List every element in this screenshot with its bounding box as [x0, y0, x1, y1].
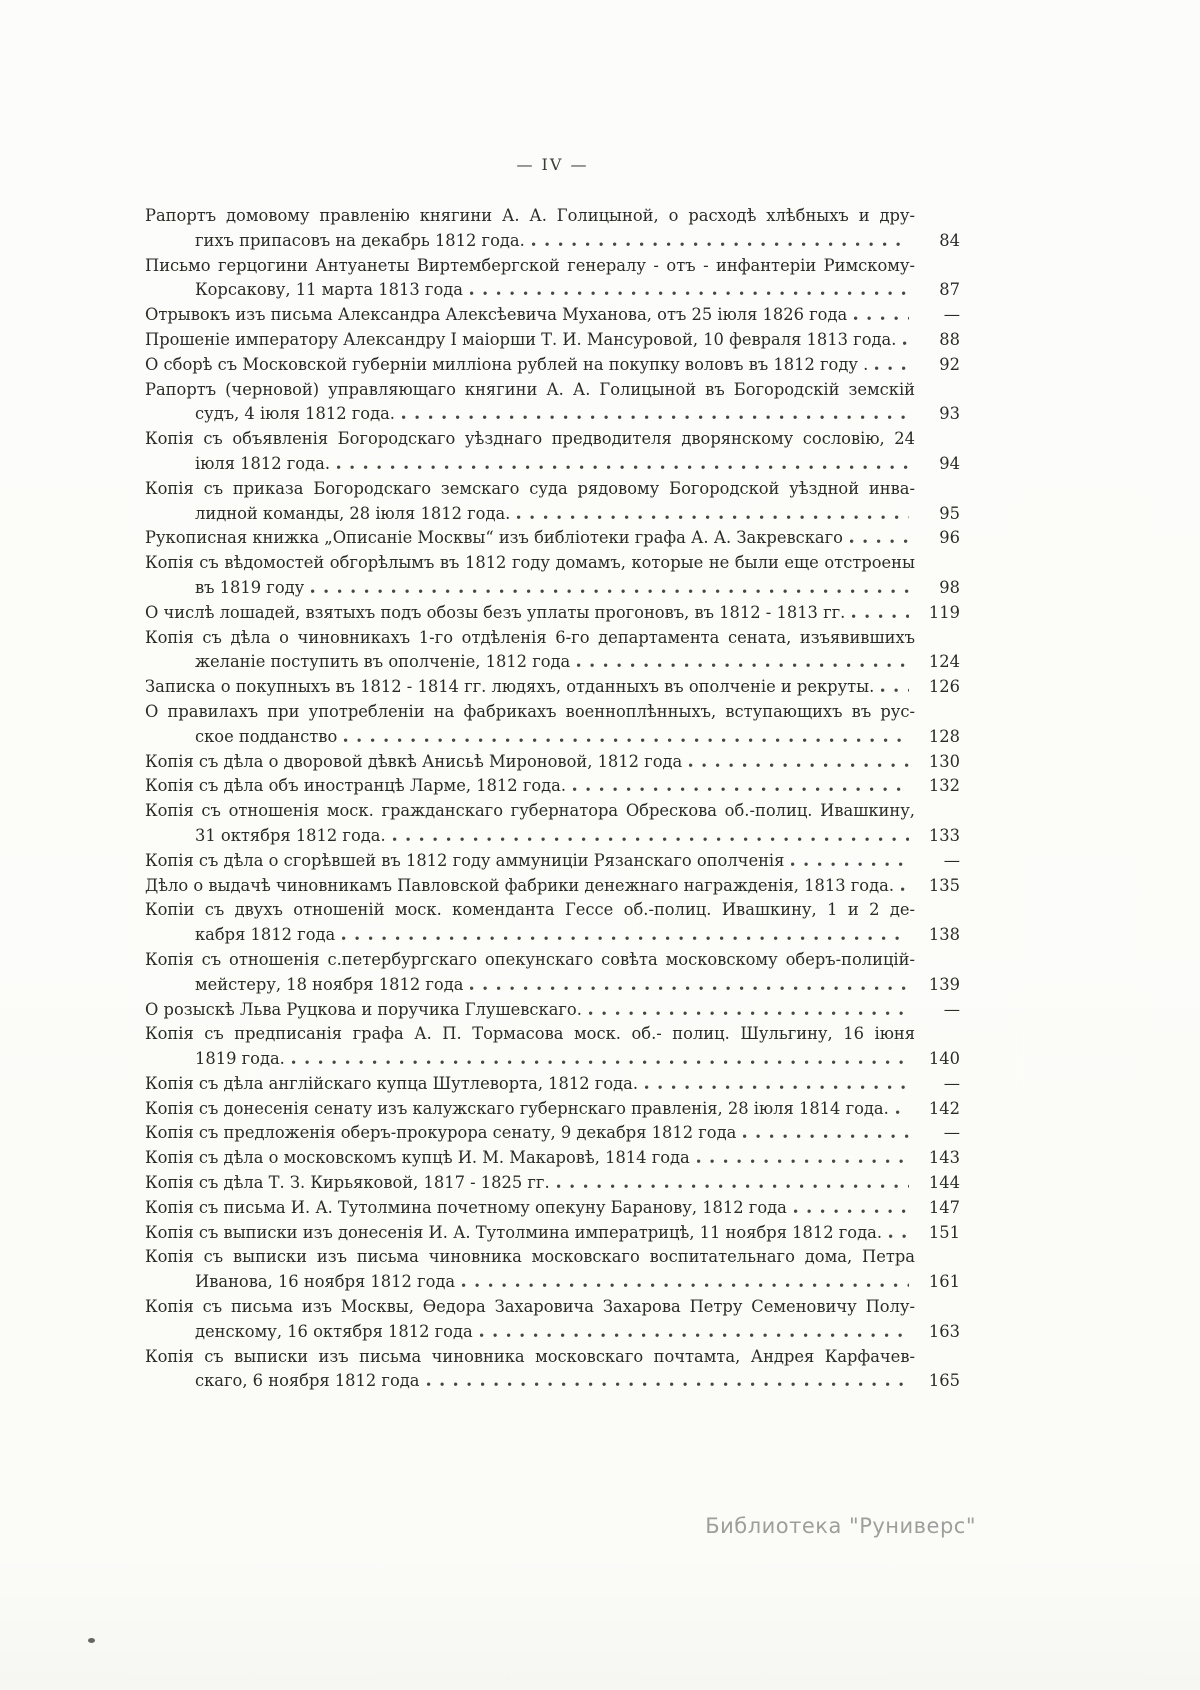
- dot-leader: [517, 515, 909, 519]
- entry-text: Копія съ письма И. А. Тутолмина почетному опекуну Баранову, 1812 года: [145, 1197, 787, 1217]
- entry-last-line: [145, 725, 960, 750]
- toc-entry: [145, 700, 960, 750]
- entry-last-line: [145, 1196, 960, 1221]
- toc-entry: [145, 1072, 960, 1097]
- entry-last-line: [145, 601, 960, 626]
- dot-leader: [337, 465, 909, 469]
- entry-page-number: 84: [939, 230, 960, 250]
- toc-entry: [145, 1097, 960, 1122]
- entry-page-number: 139: [928, 974, 960, 994]
- entry-text: Иванова, 16 ноября 1812 года: [195, 1272, 456, 1292]
- toc-entry: [145, 1295, 960, 1345]
- entry-text: кабря 1812 года: [195, 925, 336, 945]
- entry-last-line: [145, 973, 960, 998]
- toc-entry: [145, 1221, 960, 1246]
- dot-leader: [470, 291, 909, 295]
- entry-text-line: Копія съ объявленія Богородскаго уѣзднаго предводителя дворянскому сословію, 24: [145, 429, 915, 449]
- dot-leader: [577, 663, 909, 667]
- toc-entry: [145, 799, 960, 849]
- entry-text-line: Копія съ вѣдомостей обгорѣлымъ въ 1812 году домамъ, которые не были еще отстроены: [145, 553, 915, 573]
- entry-last-line: [145, 303, 960, 328]
- entry-page-number: 126: [928, 677, 960, 697]
- toc-entry: [145, 477, 960, 527]
- entry-last-line: [145, 1221, 960, 1246]
- entry-last-line: [145, 774, 960, 799]
- toc-entry: [145, 1196, 960, 1221]
- entry-last-line: [145, 278, 960, 303]
- entry-text: Копія съ донесенія сенату изъ калужскаго губернскаго правленія, 28 іюля 1814 года.: [145, 1098, 889, 1118]
- entry-page-number: 143: [928, 1148, 960, 1168]
- entry-text: Копія съ дѣла объ иностранцѣ Ларме, 1812 года.: [145, 776, 567, 796]
- entry-last-line: [145, 1097, 960, 1122]
- entry-text: О розыскѣ Льва Руцкова и поручика Глушевскаго.: [145, 999, 582, 1019]
- toc-entry: [145, 303, 960, 328]
- dot-leader: [532, 242, 909, 246]
- entry-page-number: —: [943, 1123, 960, 1143]
- entry-last-line: [145, 824, 960, 849]
- entry-last-line: [145, 229, 960, 254]
- toc-entry: [145, 254, 960, 304]
- dot-leader: [852, 614, 909, 618]
- entry-page-number: 135: [928, 875, 960, 895]
- entry-last-line: [145, 750, 960, 775]
- entry-last-line: [145, 1072, 960, 1097]
- dot-leader: [470, 986, 909, 990]
- dot-leader: [402, 415, 909, 419]
- entry-last-line: [145, 502, 960, 527]
- entry-page-number: 144: [928, 1173, 960, 1193]
- entry-text-line: Письмо герцогини Антуанеты Виртембергской генералу - отъ - инфантеріи Римскому-: [145, 255, 915, 275]
- entry-text: Копія съ дѣла о московскомъ купцѣ И. М. Макаровѣ, 1814 года: [145, 1148, 690, 1168]
- entry-page-number: 96: [939, 528, 960, 548]
- entry-page-number: 93: [939, 404, 960, 424]
- dot-leader: [480, 1333, 909, 1337]
- dot-leader: [850, 539, 909, 543]
- entry-text-line: Копіи съ двухъ отношеній моск. коменданта Гессе об.-полиц. Ивашкину, 1 и 2 де-: [145, 900, 915, 920]
- entry-last-line: [145, 650, 960, 675]
- entry-text: О сборѣ съ Московской губерніи милліона рублей на покупку воловъ въ 1812 году .: [145, 354, 869, 374]
- entry-last-line: [145, 328, 960, 353]
- entry-last-line: [145, 1270, 960, 1295]
- entry-text: іюля 1812 года.: [195, 453, 331, 473]
- toc-entry: [145, 328, 960, 353]
- dot-leader: [881, 688, 909, 692]
- toc-entry: [145, 526, 960, 551]
- toc-entry: [145, 601, 960, 626]
- entry-last-line: [145, 1121, 960, 1146]
- entry-page-number: 92: [939, 354, 960, 374]
- entry-last-line: [145, 353, 960, 378]
- entry-text-line: Рапортъ домовому правленію княгини А. А. Голицыной, о расходѣ хлѣбныхъ и дру-: [145, 206, 915, 225]
- dot-leader: [743, 1134, 909, 1138]
- entry-page-number: 165: [928, 1371, 960, 1391]
- toc-entry: [145, 998, 960, 1023]
- entry-last-line: [145, 874, 960, 899]
- entry-page-number: 88: [939, 329, 960, 349]
- entry-last-line: [145, 1146, 960, 1171]
- entry-text-line: Копія съ отношенія моск. гражданскаго губернатора Обрескова об.-полиц. Ивашкину,: [145, 801, 915, 821]
- entry-text: желаніе поступить въ ополченіе, 1812 года: [195, 652, 571, 672]
- entry-page-number: 124: [928, 652, 960, 672]
- dot-leader: [903, 341, 909, 345]
- toc-entry: [145, 1022, 960, 1072]
- toc-list: [145, 204, 960, 1394]
- entry-text: Отрывокъ изъ письма Александра Алексѣевича Муханова, отъ 25 іюля 1826 года: [145, 305, 848, 325]
- entry-page-number: 87: [939, 280, 960, 300]
- entry-text: Записка о покупныхъ въ 1812 - 1814 гг. людяхъ, отданныхъ въ ополченіе и рекруты.: [145, 677, 875, 697]
- entry-last-line: [145, 1047, 960, 1072]
- entry-text: Копія съ дѣла Т. З. Кирьяковой, 1817 - 1825 гг.: [145, 1173, 550, 1193]
- dot-leader: [342, 936, 909, 940]
- dot-leader: [292, 1060, 909, 1064]
- toc-entry: [145, 849, 960, 874]
- entry-last-line: [145, 402, 960, 427]
- entry-page-number: —: [943, 1073, 960, 1093]
- entry-page-number: —: [943, 305, 960, 325]
- dot-leader: [557, 1184, 909, 1188]
- entry-page-number: 151: [928, 1222, 960, 1242]
- entry-page-number: 163: [928, 1321, 960, 1341]
- dot-leader: [689, 763, 909, 767]
- dot-leader: [462, 1283, 909, 1287]
- scan-artifact: [88, 1638, 95, 1643]
- entry-text: ское подданство: [195, 726, 338, 746]
- entry-last-line: [145, 998, 960, 1023]
- entry-last-line: [145, 923, 960, 948]
- entry-text-line: Рапортъ (черновой) управляющаго княгини А. А. Голицыной въ Богородскій земскій: [145, 379, 915, 399]
- entry-text-line: Копія съ выписки изъ письма чиновника московскаго воспитательнаго дома, Петра: [145, 1247, 915, 1267]
- entry-text: лидной команды, 28 іюля 1812 года.: [195, 503, 511, 523]
- entry-last-line: [145, 526, 960, 551]
- entry-page-number: 161: [928, 1272, 960, 1292]
- entry-text: Корсакову, 11 марта 1813 года: [195, 280, 463, 300]
- entry-last-line: [145, 1320, 960, 1345]
- entry-text: мейстеру, 18 ноября 1812 года: [195, 974, 464, 994]
- toc-entry: [145, 204, 960, 254]
- entry-text: О числѣ лошадей, взятыхъ подъ обозы безъ уплаты прогоновъ, въ 1812 - 1813 гг.: [145, 602, 846, 622]
- entry-text: Дѣло о выдачѣ чиновникамъ Павловской фабрики денежнаго награжденія, 1813 года.: [145, 875, 894, 895]
- entry-page-number: 140: [928, 1049, 960, 1069]
- dot-leader: [427, 1382, 910, 1386]
- page-number-header: — IV —: [516, 155, 589, 174]
- entry-text: судъ, 4 іюля 1812 года.: [195, 404, 395, 424]
- entry-page-number: 94: [939, 453, 960, 473]
- entry-page-number: —: [943, 999, 960, 1019]
- entry-text: гихъ припасовъ на декабрь 1812 года.: [195, 230, 525, 250]
- toc-entry: [145, 378, 960, 428]
- dot-leader: [344, 738, 909, 742]
- entry-text-line: Копія съ отношенія с.петербургскаго опекунскаго совѣта московскому оберъ-полицій-: [145, 949, 915, 969]
- dot-leader: [889, 1234, 909, 1238]
- entry-text: Копія съ дѣла о дворовой дѣвкѣ Анисьѣ Мироновой, 1812 года: [145, 751, 683, 771]
- toc-entry: [145, 898, 960, 948]
- toc-entry: [145, 626, 960, 676]
- entry-text: въ 1819 году: [195, 577, 305, 597]
- entry-last-line: [145, 675, 960, 700]
- dot-leader: [573, 787, 909, 791]
- entry-last-line: [145, 849, 960, 874]
- entry-text-line: Копія съ письма изъ Москвы, Ѳедора Захаровича Захарова Петру Семеновичу Полу-: [145, 1297, 915, 1317]
- toc-entry: [145, 1345, 960, 1395]
- library-watermark: Библиотека "Руниверс": [705, 1514, 976, 1538]
- entry-text: Копія съ дѣла о сгорѣвшей въ 1812 году аммуниціи Рязанскаго ополченія: [145, 850, 785, 870]
- entry-text: 1819 года.: [195, 1049, 285, 1069]
- entry-page-number: 138: [928, 925, 960, 945]
- entry-page-number: 130: [928, 751, 960, 771]
- dot-leader: [589, 1011, 909, 1015]
- entry-text-line: Копія съ предписанія графа А. П. Тормасова моск. об.- полиц. Шульгину, 16 іюня: [145, 1024, 915, 1044]
- entry-last-line: [145, 452, 960, 477]
- dot-leader: [896, 1110, 909, 1114]
- toc-entry: [145, 948, 960, 998]
- entry-page-number: 128: [928, 726, 960, 746]
- toc-entry: [145, 1146, 960, 1171]
- entry-text: Копія съ выписки изъ донесенія И. А. Тутолмина императрицѣ, 11 ноября 1812 года.: [145, 1222, 883, 1242]
- entry-text-line: Копія съ выписки изъ письма чиновника московскаго почтамта, Андрея Карфачев-: [145, 1346, 915, 1366]
- entry-text-line: Копія съ приказа Богородскаго земскаго суда рядовому Богородской уѣздной инва-: [145, 478, 915, 498]
- toc-entry: [145, 874, 960, 899]
- dot-leader: [393, 837, 909, 841]
- entry-text: скаго, 6 ноября 1812 года: [195, 1371, 420, 1391]
- entry-text: Копія съ дѣла англійскаго купца Шутлеворта, 1812 года.: [145, 1073, 639, 1093]
- entry-text: денскому, 16 октября 1812 года: [195, 1321, 473, 1341]
- toc-entry: [145, 1171, 960, 1196]
- entry-page-number: 147: [928, 1197, 960, 1217]
- entry-text: Рукописная книжка „Описаніе Москвы“ изъ библіотеки графа А. А. Закревскаго: [145, 528, 843, 548]
- entry-page-number: —: [943, 850, 960, 870]
- dot-leader: [875, 366, 909, 370]
- entry-page-number: 132: [928, 776, 960, 796]
- dot-leader: [901, 887, 909, 891]
- toc-entry: [145, 750, 960, 775]
- dot-leader: [794, 1209, 909, 1213]
- toc-entry: [145, 1121, 960, 1146]
- toc-entry: [145, 774, 960, 799]
- entry-text: 31 октября 1812 года.: [195, 825, 386, 845]
- entry-last-line: [145, 1369, 960, 1394]
- toc-entry: [145, 551, 960, 601]
- entry-page-number: 142: [928, 1098, 960, 1118]
- entry-page-number: 133: [928, 825, 960, 845]
- entry-last-line: [145, 1171, 960, 1196]
- entry-text-line: Копія съ дѣла о чиновникахъ 1-го отдѣленія 6-го департамента сената, изъявившихъ: [145, 627, 915, 647]
- dot-leader: [791, 862, 909, 866]
- dot-leader: [645, 1085, 909, 1089]
- toc-entry: [145, 353, 960, 378]
- dot-leader: [697, 1159, 909, 1163]
- dot-leader: [854, 316, 909, 320]
- entry-page-number: 95: [939, 503, 960, 523]
- toc-entry: [145, 427, 960, 477]
- dot-leader: [311, 589, 909, 593]
- entry-text: Копія съ предложенія оберъ-прокурора сенату, 9 декабря 1812 года: [145, 1123, 737, 1143]
- entry-text-line: О правилахъ при употребленіи на фабрикахъ военноплѣнныхъ, вступающихъ въ рус-: [145, 701, 915, 721]
- toc-entry: [145, 675, 960, 700]
- entry-page-number: 98: [939, 577, 960, 597]
- toc-entry: [145, 1245, 960, 1295]
- entry-page-number: 119: [928, 602, 960, 622]
- entry-text: Прошеніе императору Александру I маіорши Т. И. Мансуровой, 10 февраля 1813 года.: [145, 329, 897, 349]
- entry-last-line: [145, 576, 960, 601]
